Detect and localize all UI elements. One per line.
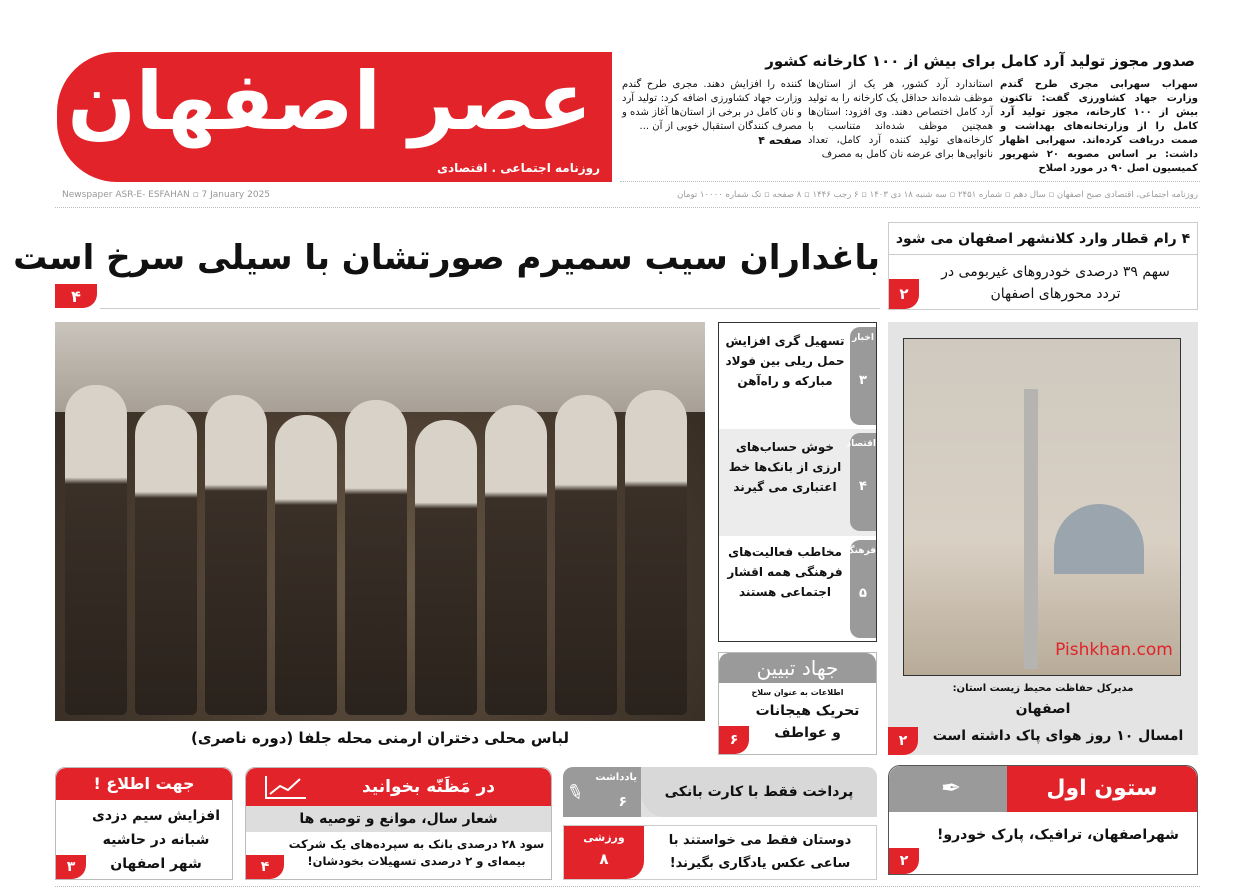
figure xyxy=(275,415,337,715)
info-box-text: افزایش سیم دزدی شبانه در حاشیه شهر اصفهان xyxy=(92,808,220,872)
info-box-header: جهت اطلاع ! xyxy=(56,768,232,800)
masthead xyxy=(57,52,612,182)
jahad-text: تحریک هیجانات و عواطف xyxy=(755,703,860,741)
brief-text: مخاطب فعالیت‌های فرهنگی همه اقشار اجتماعی هستند xyxy=(727,545,843,599)
page-tag: ۴ xyxy=(55,284,97,308)
figure xyxy=(625,390,687,715)
minaret xyxy=(1024,389,1038,669)
figure xyxy=(65,385,127,715)
info-persian: روزنامه اجتماعی، اقتصادی صبح اصفهان ▫ سال دهم ▫ شماره ۲۴۵۱ ▫ سه شنبه ۱۸ دی ۱۴۰۳ ▫ ۶ رجب ۱۴۴۶ ▫ ۸ صفحه ▫ تک شماره ۱۰۰۰۰ تومان xyxy=(677,190,1198,200)
page-number: ۴ xyxy=(859,479,867,494)
feather-icon: ✎ xyxy=(563,777,588,807)
train-headline: ۴ رام قطار وارد کلانشهر اصفهان می شود xyxy=(889,223,1197,255)
main-headline[interactable]: باغداران سیب سمیرم صورتشان با سیلی سرخ است xyxy=(13,238,880,278)
page-tag: ۴ xyxy=(246,855,284,879)
page-tag: ۶ xyxy=(719,726,749,754)
page-number: ۳ xyxy=(859,373,867,388)
sport-tab xyxy=(564,826,644,879)
divider xyxy=(55,207,1200,208)
pen-nib-icon: ✒ xyxy=(941,774,962,802)
right-top-box[interactable] xyxy=(888,222,1198,310)
divider xyxy=(100,308,880,309)
env-title-1: اصفهان xyxy=(1015,701,1071,717)
section-tab xyxy=(850,327,876,425)
page-number: ۶ xyxy=(618,794,627,810)
divider xyxy=(55,886,1200,887)
photo-caption: لباس محلی دختران ارمنی محله جلفا (دوره ناصری) xyxy=(55,721,705,755)
figure xyxy=(345,400,407,715)
section-label: فرهنگ xyxy=(845,546,876,556)
read-box-text: سود ۲۸ درصدی بانک به سپرده‌های یک شرکت بیمه‌ای و ۲ درصدی تسهیلات بخودشان! xyxy=(288,837,545,868)
section-tab xyxy=(845,540,876,638)
env-title-2: امسال ۱۰ روز هوای پاک داشته است xyxy=(932,728,1184,744)
page-number: ۵ xyxy=(859,586,867,601)
note-section: یادداشت xyxy=(595,772,637,783)
watermark: Pishkhan.com xyxy=(1055,640,1173,660)
read-box[interactable] xyxy=(245,767,552,880)
sport-box[interactable] xyxy=(563,825,877,880)
environment-box[interactable] xyxy=(888,322,1198,755)
brief-text: تسهیل گری افزایش حمل ریلی بین فولاد مبارکه و راه‌آهن xyxy=(725,334,845,388)
first-column-box[interactable] xyxy=(888,765,1198,875)
figure xyxy=(135,405,197,715)
sport-text: دوستان فقط می خواستند با ساعی عکس یادگاری بگیرند! xyxy=(668,833,852,871)
photo-background xyxy=(55,322,705,412)
page-tag: ۳ xyxy=(56,855,86,879)
read-box-header: در مَظَنّه بخوانید xyxy=(246,768,551,806)
dome xyxy=(1054,504,1144,574)
divider xyxy=(620,181,1200,182)
first-column-text: شهراصفهان، ترافیک، پارک خودرو! xyxy=(937,827,1179,843)
chart-trend-icon xyxy=(264,774,308,800)
brief-text: خوش حساب‌های ارزی از بانک‌ها خط اعتباری می گیرند xyxy=(728,440,842,494)
info-box[interactable] xyxy=(55,767,233,880)
newspaper-subtitle: روزنامه اجتماعی . اقتصادی xyxy=(437,161,600,175)
top-news-col-3-wrap xyxy=(622,78,802,148)
top-news-title[interactable]: صدور مجوز تولید آرد کامل برای بیش از ۱۰۰ کارخانه کشور xyxy=(765,52,1195,70)
first-column-header: ستون اول xyxy=(1007,766,1197,812)
sport-section: ورزشی xyxy=(583,831,625,844)
figure xyxy=(555,395,617,715)
read-box-title: شعار سال، موانع و توصیه ها xyxy=(246,806,551,832)
section-label: اقتصاد xyxy=(846,439,876,449)
figure xyxy=(415,420,477,715)
minaret-photo xyxy=(903,338,1181,676)
jahad-kicker: اطلاعات به عنوان سلاح xyxy=(751,688,844,697)
note-tab xyxy=(563,767,641,817)
figure xyxy=(205,395,267,715)
top-news-col-2: استاندارد آرد کشور، هر یک از استان‌ها موظف شده‌اند حداقل یک کارخانه را به تولید آرد کامل اختصاص دهند. وی افزود: استان‌ها همچنین موظف شده‌اند متناسب با کارخانه‌های تولید کننده آرد کامل، تعداد نانوایی‌ها برای عرضه نان کامل به مصرف xyxy=(808,79,993,160)
note-box[interactable] xyxy=(563,767,877,817)
jahad-box[interactable] xyxy=(718,652,877,755)
jahad-header: جهاد تبیین xyxy=(719,653,876,683)
env-kicker: مدیرکل حفاظت محیط زیست استان: xyxy=(952,683,1134,694)
top-news-col-3: کننده را افزایش دهند. مجری طرح گندم وزارت جهاد کشاورزی اضافه کرد: تولید آرد و نان کامل در برخی از استان‌ها آغاز شده و مصرف کنندگان استقبال خوبی از آن ... xyxy=(622,79,802,132)
right-top-story: سهم ۳۹ درصدی خودروهای غیربومی در تردد محورهای اصفهان xyxy=(941,264,1170,302)
main-photo xyxy=(55,322,705,755)
page-tag: ۲ xyxy=(888,727,918,755)
info-english: Newspaper ASR-E- ESFAHAN ▫ 7 January 2025 xyxy=(62,190,271,200)
page-ref[interactable]: صفحه ۴ xyxy=(758,134,802,147)
note-title: پرداخت فقط با کارت بانکی xyxy=(641,767,877,817)
page-tag: ۲ xyxy=(889,848,919,874)
top-news-col-1: سهراب سهرابی مجری طرح گندم وزارت جهاد کشاورزی گفت: تاکنون بیش از ۱۰۰ کارخانه، مجوز تولید آرد کامل را از وزارتخانه‌های بهداشت و صمت دریافت کرده‌اند. سهرابی اظهار داشت: بر اساس مصوبه ۲۰ شهریور کمیسیون اصل ۹۰ در مورد اصلاح xyxy=(1000,79,1199,174)
section-label: اخبار xyxy=(852,333,874,343)
section-tab xyxy=(846,433,876,531)
news-briefs xyxy=(718,322,877,642)
newspaper-logo: عصر اصفهان xyxy=(67,55,592,148)
page-number: ۸ xyxy=(599,850,609,868)
page-tag: ۲ xyxy=(889,279,919,309)
figure xyxy=(485,405,547,715)
first-column-header-bar xyxy=(889,766,1197,812)
